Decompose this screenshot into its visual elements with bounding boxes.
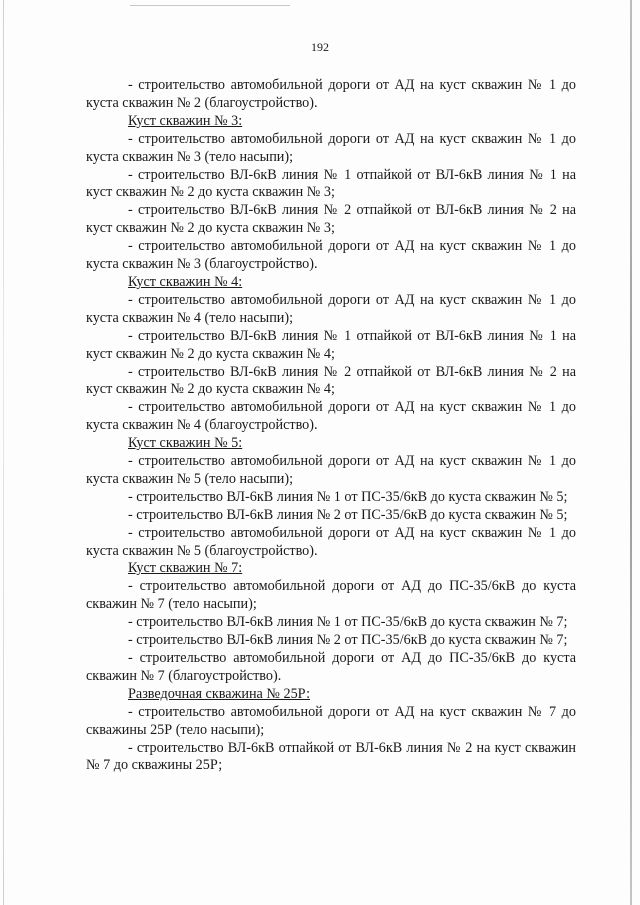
section-heading (86, 113, 576, 131)
section-heading-text: Куст скважин № 4: (128, 273, 243, 290)
section-heading-text: Куст скважин № 3: (128, 112, 243, 129)
list-item: - строительство автомобильной дороги от АД на куст скважин № 1 до куста скважин № 2 (благоустройство). (86, 77, 576, 111)
list-item: - строительство автомобильной дороги от АД до ПС-35/6кВ до куста скважин № 7 (благоустройство). (86, 650, 576, 684)
list-item: - строительство ВЛ-6кВ отпайкой от ВЛ-6кВ линия № 2 на куст скважин № 7 до скважины 25Р; (86, 739, 576, 774)
list-item: - строительство автомобильной дороги от АД на куст скважин № 1 до куста скважин № 5 (благоустройство). (86, 524, 576, 559)
scan-edge-top (130, 5, 290, 6)
section-heading (86, 560, 576, 578)
scan-edge-left (3, 0, 4, 905)
list-item: - строительство автомобильной дороги от АД на куст скважин № 7 до скважины 25Р (тело насыпи); (86, 703, 576, 738)
list-item: - строительство ВЛ-6кВ линия № 1 отпайкой от ВЛ-6кВ линия № 1 на куст скважин № 2 до куста скважин № 4; (86, 327, 576, 362)
list-item: - строительство ВЛ-6кВ линия № 2 от ПС-35/6кВ до куста скважин № 5; (128, 506, 568, 523)
list-item: - строительство автомобильной дороги от АД на куст скважин № 1 до куста скважин № 4 (благоустройство). (86, 399, 576, 434)
section-heading-text: Куст скважин № 7: (128, 560, 243, 577)
list-item: - строительство автомобильной дороги от АД на куст скважин № 1 до куста скважин № 3 (благоустройство). (86, 238, 576, 273)
section-heading-text: Разведочная скважина № 25Р: (128, 685, 311, 702)
section-heading (86, 274, 576, 292)
section-heading-text: Куст скважин № 5: (128, 435, 243, 452)
section-heading (86, 435, 576, 453)
list-item: - строительство ВЛ-6кВ линия № 1 от ПС-35/6кВ до куста скважин № 7; (128, 614, 568, 631)
section-heading (86, 686, 576, 704)
list-item: - строительство автомобильной дороги от АД на куст скважин № 1 до куста скважин № 3 (тело насыпи); (86, 130, 576, 165)
list-item: - строительство ВЛ-6кВ линия № 2 от ПС-35/6кВ до куста скважин № 7; (128, 632, 568, 649)
page-number: 192 (311, 40, 329, 54)
list-item: - строительство ВЛ-6кВ линия № 1 отпайкой от ВЛ-6кВ линия № 1 на куст скважин № 2 до куста скважин № 3; (86, 166, 576, 201)
list-item: - строительство автомобильной дороги от АД на куст скважин № 1 до куста скважин № 4 (тело насыпи); (86, 291, 576, 326)
scan-edge-right (630, 0, 632, 905)
list-item: - строительство ВЛ-6кВ линия № 2 отпайкой от ВЛ-6кВ линия № 2 на куст скважин № 2 до куста скважин № 4; (86, 363, 576, 398)
list-item: - строительство автомобильной дороги от АД на куст скважин № 1 до куста скважин № 5 (тело насыпи); (86, 453, 576, 487)
list-item: - строительство автомобильной дороги от АД до ПС-35/6кВ до куста скважин № 7 (тело насыпи); (86, 578, 576, 613)
list-item: - строительство ВЛ-6кВ линия № 1 от ПС-35/6кВ до куста скважин № 5; (128, 488, 568, 505)
document-body (86, 77, 576, 775)
list-item: - строительство ВЛ-6кВ линия № 2 отпайкой от ВЛ-6кВ линия № 2 на куст скважин № 2 до куста скважин № 3; (86, 202, 576, 237)
